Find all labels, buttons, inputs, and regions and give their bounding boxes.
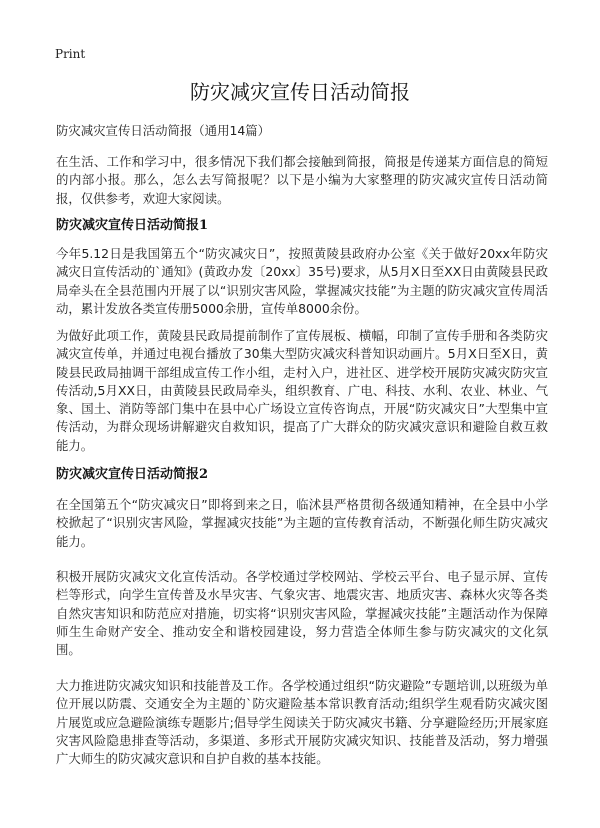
page-title: 防灾减灾宣传日活动简报 — [190, 80, 410, 104]
section-1-paragraph-2: 为做好此项工作，黄陵县民政局提前制作了宣传展板、横幅，印制了宣传手册和各类防灾减灾宣传单，并通过电视台播放了30集大型防灾减灾科普知识动画片。5月X日至X日，黄陵县民政局抽调干部组成宣传工作小组，走村入户，进社区、进学校开展防灾减灾防灾宣传活动,5月XX日，由黄陵县民政局牵头，组织教育、广电、科技、水利、农业、林业、气象、国土、消防等部门集中在县中心广场设立宣传咨询点，开展“防灾减灾日”大型集中宣传活动，为群众现场讲解避灾自救知识，提高了广大群众的防灾减灾意识和避险自救互救能力。 — [56, 328, 548, 453]
section-heading-2: 防灾减灾宣传日活动简报2 — [56, 467, 209, 482]
section-2-paragraph-2: 积极开展防灾减灾文化宣传活动。各学校通过学校网站、学校云平台、电子显示屏、宣传栏等形式，向学生宣传普及水旱灾害、气象灾害、地震灾害、地质灾害、森林火灾等各类自然灾害知识和防范应对措施，切实将“识别灾害风险，掌握减灾技能”主题活动作为保障师生生命财产安全、推动安全和谐校园建设，努力营造全体师生参与防灾减灾的文化氛围。 — [56, 569, 548, 658]
section-1-paragraph-1: 今年5.12日是我国第五个“防灾减灾日”，按照黄陵县政府办公室《关于做好20xx年防灾减灾日宣传活动的`通知》(黄政办发〔20xx〕35号)要求，从5月X日至XX日由黄陵县民政局牵头在全县范围内开展了以“识别灾害风险，掌握减灾技能”为主题的防灾减灾宣传周活动，累计发放各类宣传册5000余册，宣传单8000余份。 — [56, 246, 548, 316]
section-2-paragraph-1: 在全国第五个“防灾减灾日”即将到来之日，临沭县严格贯彻各级通知精神，在全县中小学校掀起了“识别灾害风险，掌握减灾技能”为主题的宣传教育活动，不断强化师生防灾减灾能力。 — [56, 497, 548, 549]
section-2-paragraph-3: 大力推进防灾减灾知识和技能普及工作。各学校通过组织“防灾避险”专题培训,以班级为单位开展以防震、交通安全为主题的`防灾避险基本常识教育活动;组织学生观看防灾减灾图片展览或应急避险演练专题影片;倡导学生阅读关于防灾减灾书籍、分享避险经历;开展家庭灾害风险隐患排查等活动，多渠道、多形式开展防灾减灾知识、技能普及活动，努力增强广大师生的防灾减灾意识和自护自救的基本技能。 — [56, 678, 548, 767]
subtitle: 防灾减灾宣传日活动简报（通用14篇） — [56, 123, 271, 138]
section-heading-1: 防灾减灾宣传日活动简报1 — [56, 218, 209, 233]
intro-paragraph: 在生活、工作和学习中，很多情况下我们都会接触到简报，简报是传递某方面信息的简短的内部小报。那么，怎么去写简报呢？以下是小编为大家整理的防灾减灾宣传日活动简报，仅供参考，欢迎大家阅读。 — [56, 154, 548, 206]
print-link[interactable]: Print — [55, 47, 86, 61]
